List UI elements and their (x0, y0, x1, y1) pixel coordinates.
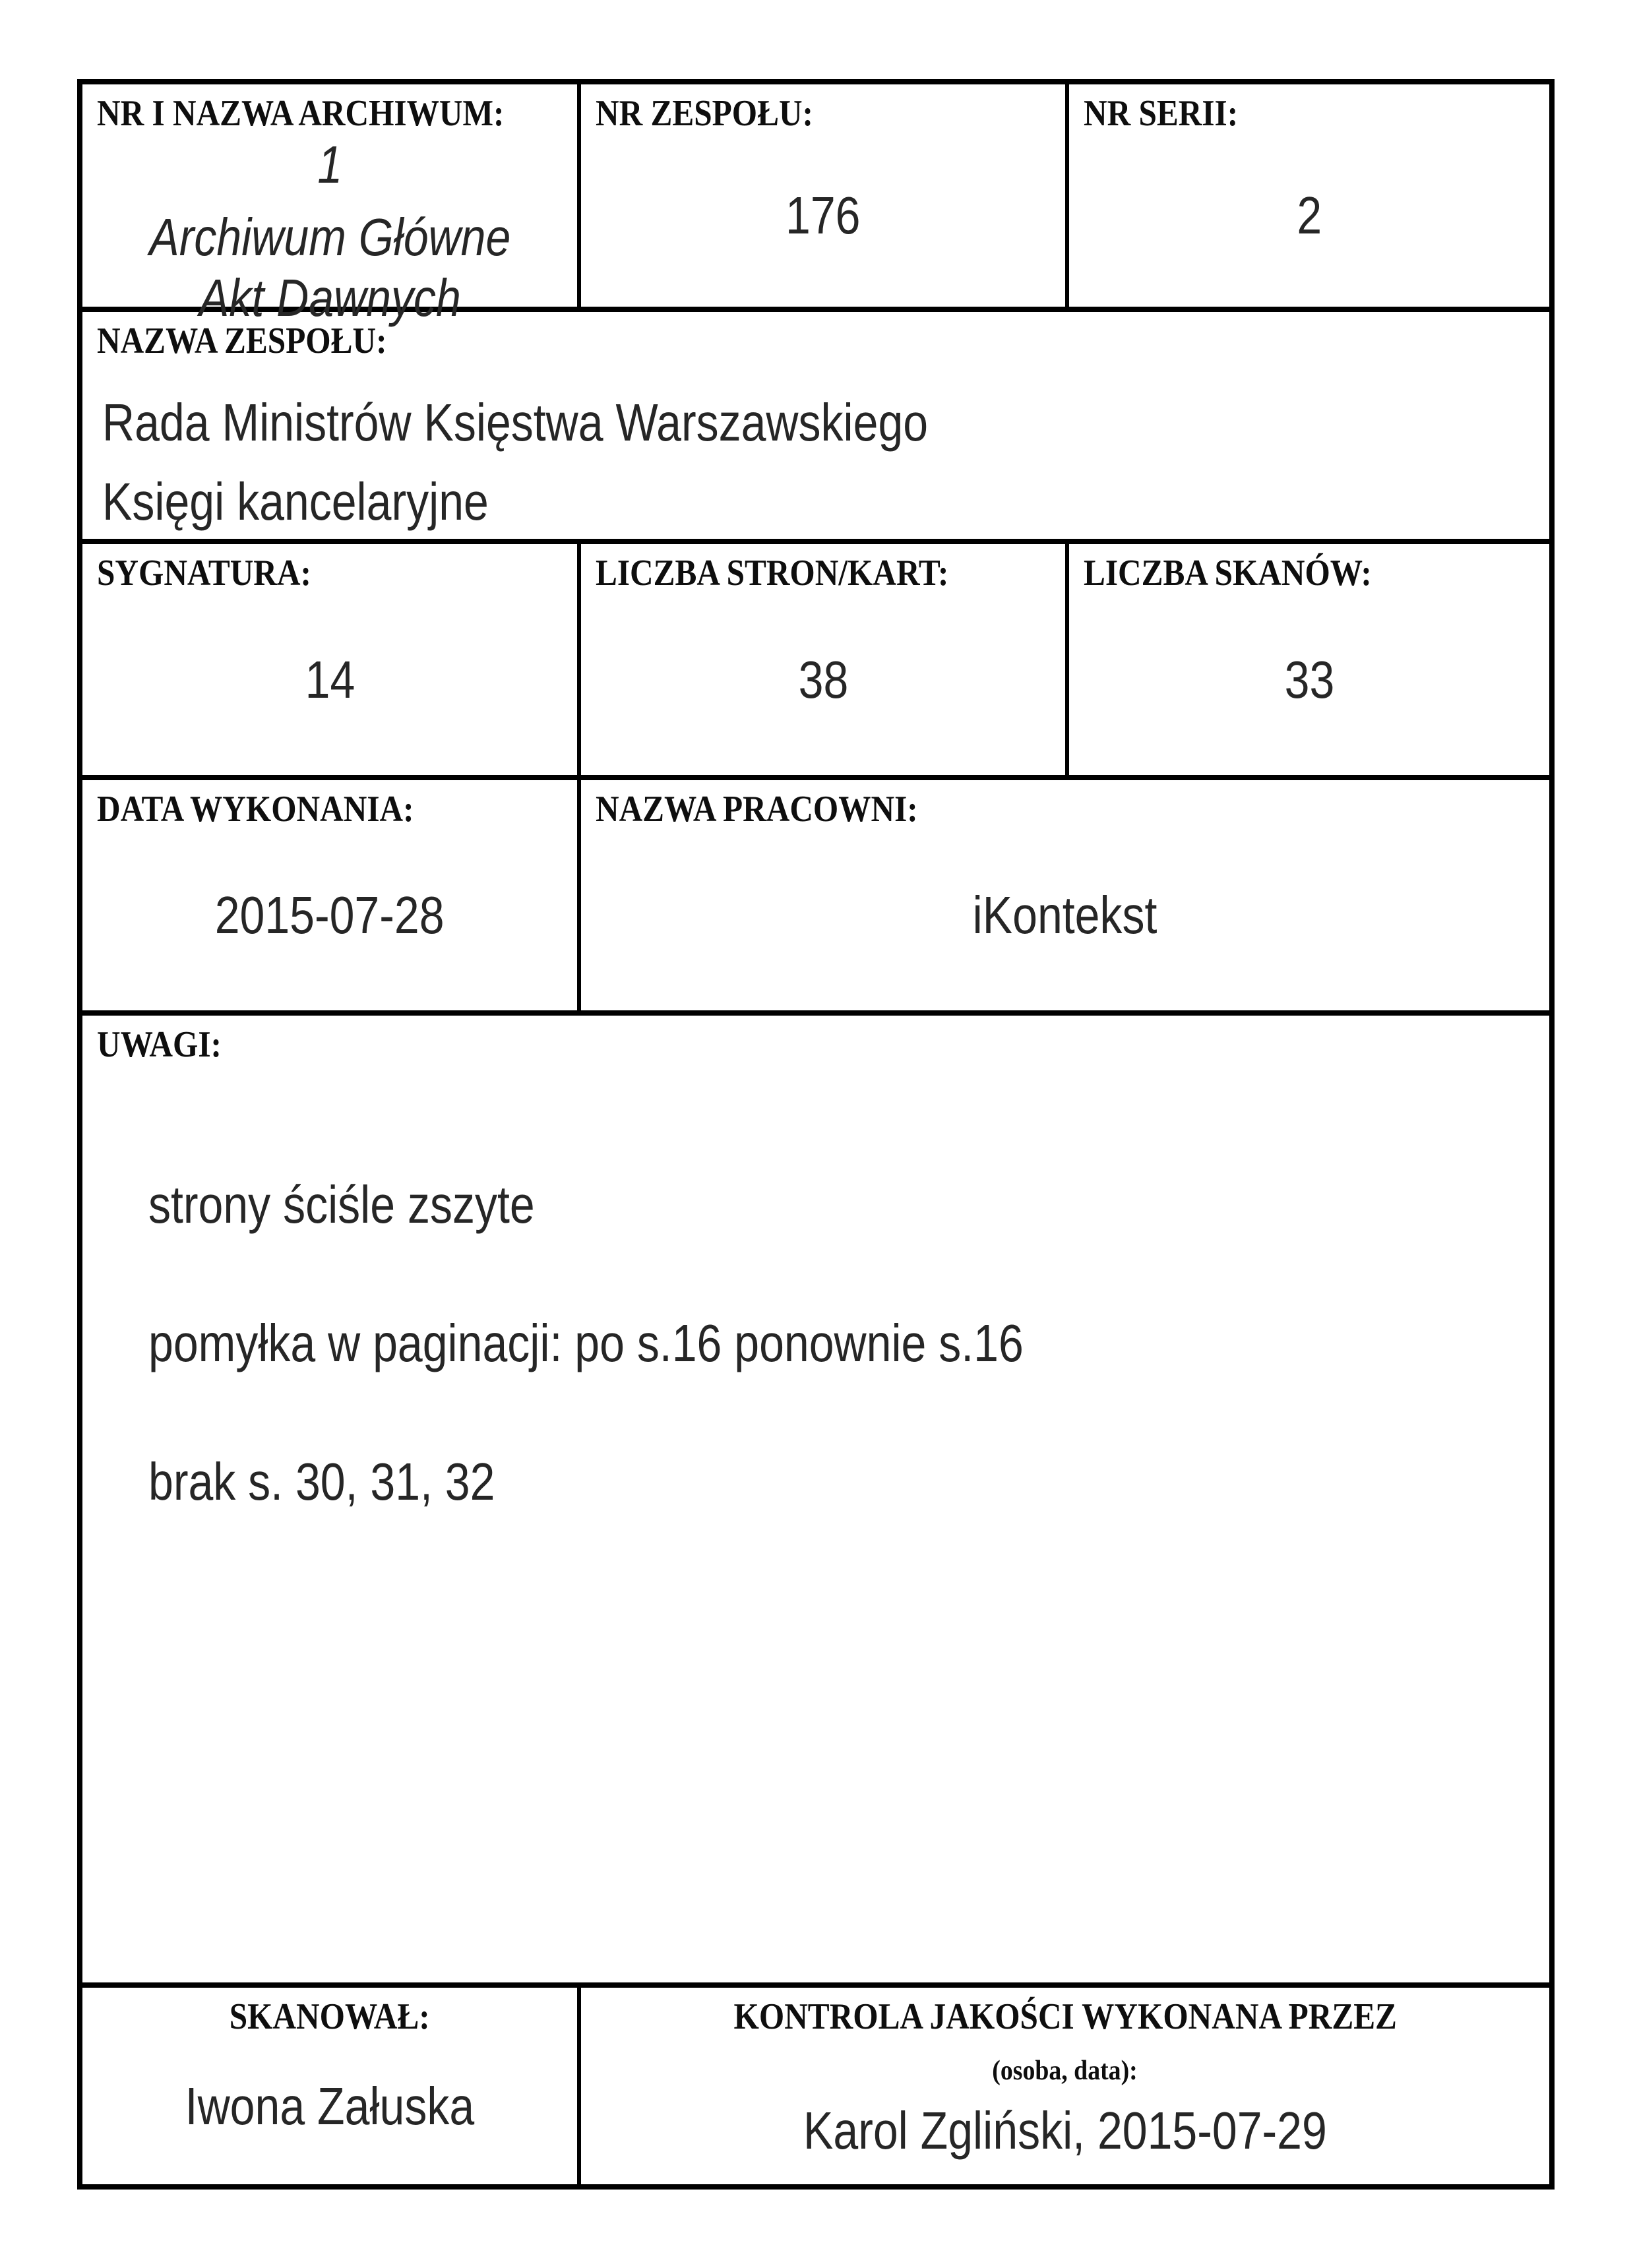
scans-count-label: LICZBA SKANÓW: (1084, 553, 1372, 594)
archive-name-line2: Akt Dawnych (199, 268, 461, 327)
scanned-by-value-block (160, 2076, 500, 2137)
pages-count-value-block (794, 650, 853, 710)
studio-value-block (956, 885, 1173, 946)
series-number-label: NR SERII: (1084, 93, 1239, 134)
studio-value: iKontekst (973, 886, 1157, 945)
scan-date-label: DATA WYKONANIA: (97, 789, 414, 830)
row-counts (82, 544, 1549, 780)
cell-archive (82, 84, 577, 327)
fonds-name-value-block (97, 392, 1535, 532)
cell-quality-control (577, 1988, 1549, 2184)
archive-metadata-table (77, 79, 1555, 2190)
remarks-value-block (97, 1175, 1535, 1512)
pages-count-label: LICZBA STRON/KART: (596, 553, 949, 594)
scan-date-value-block (195, 885, 464, 946)
quality-control-label: KONTROLA JAKOŚCI WYKONANA PRZEZ (733, 1996, 1397, 2037)
pages-count-value: 38 (798, 650, 848, 709)
signature-label: SYGNATURA: (97, 553, 311, 594)
archive-value-block (97, 135, 563, 328)
scanned-by-label: SKANOWAŁ: (230, 1996, 430, 2037)
quality-control-value: Karol Zgliński, 2015-07-29 (803, 2100, 1327, 2160)
fonds-name-line1: Rada Ministrów Księstwa Warszawskiego (102, 392, 929, 452)
cell-remarks (82, 1016, 1549, 1982)
remarks-line2: pomyłka w paginacji: po s.16 ponownie s.16 (148, 1313, 1024, 1372)
fonds-number-value-block (779, 185, 867, 246)
fonds-number-label: NR ZESPOŁU: (596, 93, 813, 134)
row-fonds-name (82, 312, 1549, 544)
scans-count-value-block (1280, 650, 1339, 710)
signature-value: 14 (305, 650, 355, 709)
remarks-line3: brak s. 30, 31, 32 (148, 1452, 495, 1511)
row-signatures (82, 1988, 1549, 2184)
quality-control-sublabel: (osoba, data): (992, 2055, 1138, 2086)
scanned-by-value: Iwona Załuska (185, 2076, 475, 2135)
signature-value-block (301, 650, 359, 710)
cell-scanned-by (82, 1988, 577, 2184)
cell-studio (577, 780, 1549, 1010)
cell-series-number (1065, 84, 1549, 307)
quality-control-value-block (757, 2100, 1373, 2161)
cell-fonds-number (577, 84, 1065, 307)
row-execution (82, 780, 1549, 1016)
cell-scan-date (82, 780, 577, 1010)
cell-signature (82, 544, 577, 775)
series-number-value: 2 (1297, 186, 1322, 245)
fonds-name-line2: Księgi kancelaryjne (102, 472, 489, 531)
scans-count-value: 33 (1284, 650, 1334, 709)
row-remarks (82, 1016, 1549, 1988)
cell-pages-count (577, 544, 1065, 775)
remarks-line1: strony ściśle zszyte (148, 1175, 535, 1234)
fonds-number-value: 176 (786, 186, 861, 245)
cell-fonds-name (82, 312, 1549, 539)
archive-name-line1: Archiwum Główne (149, 207, 510, 266)
series-number-value-block (1295, 185, 1324, 246)
archive-number: 1 (317, 135, 342, 194)
cell-scans-count (1065, 544, 1549, 775)
scan-date-value: 2015-07-28 (215, 886, 445, 945)
row-archive-ids (82, 84, 1549, 327)
remarks-label: UWAGI: (97, 1024, 222, 1065)
studio-label: NAZWA PRACOWNI: (596, 789, 918, 830)
fonds-name-label: NAZWA ZESPOŁU: (97, 321, 387, 361)
archive-label: NR I NAZWA ARCHIWUM: (97, 93, 505, 134)
